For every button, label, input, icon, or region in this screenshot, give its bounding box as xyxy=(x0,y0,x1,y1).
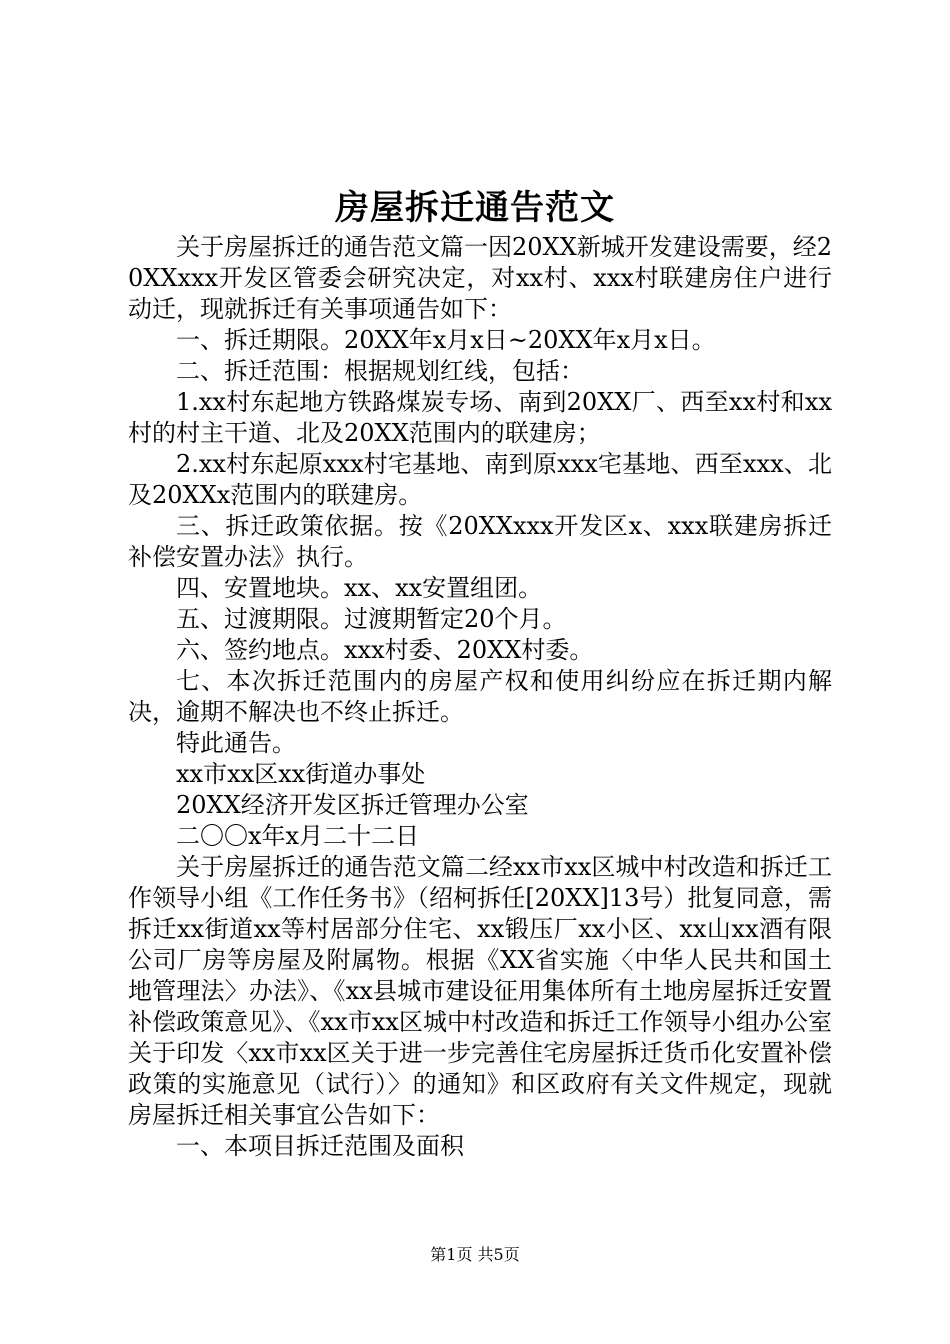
paragraph-date: 二〇〇x年x月二十二日 xyxy=(176,822,420,850)
document-title: 房屋拆迁通告范文 xyxy=(335,188,615,228)
paragraph-placement: 四、安置地块。xx、xx安置组团。 xyxy=(176,574,543,602)
paragraph-scope-item-1: 1.xx村东起地方铁路煤炭专场、南到20XX厂、西至xx村和xx村的村主干道、北及20XX范围内的联建房； xyxy=(128,388,832,447)
paragraph-intro-1: 关于房屋拆迁的通告范文篇一因20XX新城开发建设需要，经20XXxxx开发区管委会研究决定，对xx村、xxx村联建房住户进行动迁，现就拆迁有关事项通告如下： xyxy=(128,233,832,323)
page-footer: 第1页 共5页 xyxy=(430,1245,520,1264)
paragraph-scope-item-2: 2.xx村东起原xxx村宅基地、南到原xxx宅基地、西至xxx、北及20XXx范围内的联建房。 xyxy=(128,450,832,509)
paragraph-section-1: 一、本项目拆迁范围及面积 xyxy=(176,1132,464,1160)
paragraph-policy: 三、拆迁政策依据。按《20XXxxx开发区x、xxx联建房拆迁补偿安置办法》执行。 xyxy=(128,512,832,571)
document-body xyxy=(128,232,832,1162)
paragraph-notice-end: 特此通告。 xyxy=(176,729,296,757)
paragraph-issuer-2: 20XX经济开发区拆迁管理办公室 xyxy=(176,791,529,819)
paragraph-transition: 五、过渡期限。过渡期暂定20个月。 xyxy=(176,605,567,633)
paragraph-signing: 六、签约地点。xxx村委、20XX村委。 xyxy=(176,636,594,664)
paragraph-intro-2: 关于房屋拆迁的通告范文篇二经xx市xx区城中村改造和拆迁工作领导小组《工作任务书》（绍柯拆任[20XX]13号）批复同意，需拆迁xx街道xx等村居部分住宅、xx锻压厂xx小区、xx山xx酒有限公司厂房等房屋及附属物。根据《XX省实施〈中华人民共和国土地管理法〉办法》、《xx县城市建设征用集体所有土地房屋拆迁安置补偿政策意见》、《xx市xx区城中村改造和拆迁工作领导小组办公室关于印发〈xx市xx区关于进一步完善住宅房屋拆迁货币化安置补偿政策的实施意见（试行）〉的通知》和区政府有关文件规定，现就房屋拆迁相关事宜公告如下： xyxy=(128,853,832,1129)
paragraph-scope: 二、拆迁范围：根据规划红线，包括： xyxy=(176,357,584,385)
paragraph-disputes: 七、本次拆迁范围内的房屋产权和使用纠纷应在拆迁期内解决，逾期不解决也不终止拆迁。 xyxy=(128,667,832,726)
paragraph-issuer-1: xx市xx区xx街道办事处 xyxy=(176,760,426,788)
paragraph-period: 一、拆迁期限。20XX年x月x日~20XX年x月x日。 xyxy=(176,326,716,354)
